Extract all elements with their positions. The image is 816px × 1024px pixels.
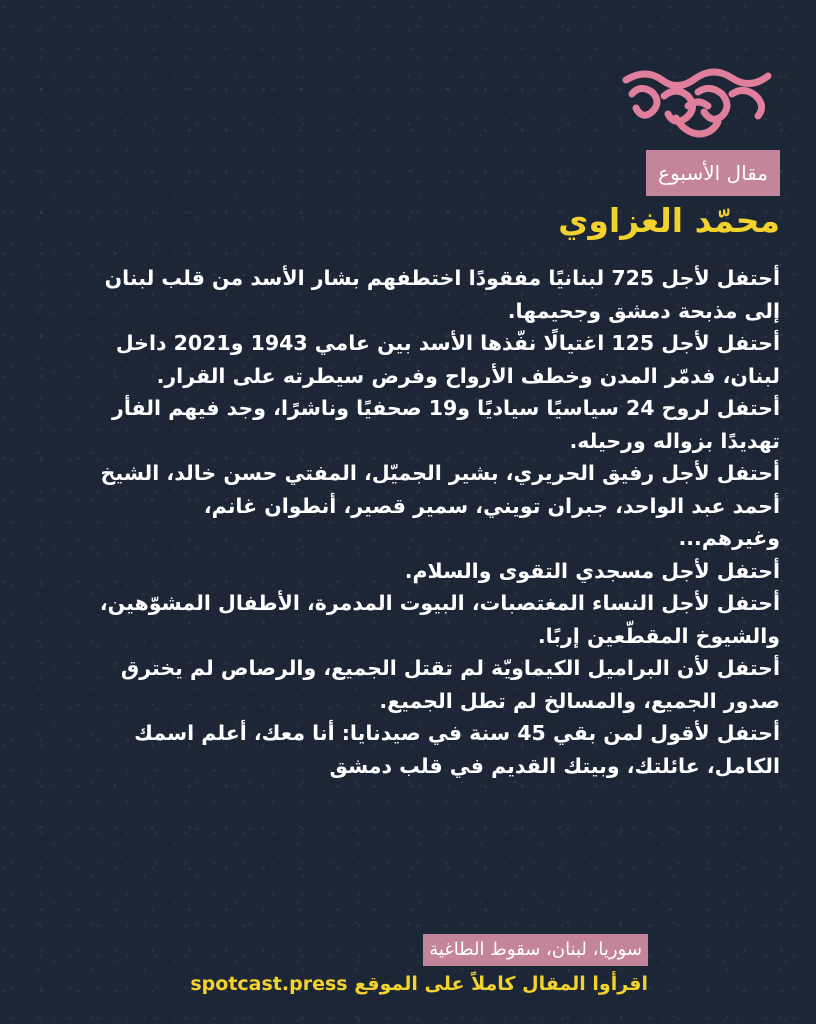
author-name: محمّد الغزاوي xyxy=(558,201,780,240)
article-paragraph: أحتفل لأجل 725 لبنانيًا مفقودًا اختطفهم بشار الأسد من قلب لبنان إلى مذبحة دمشق وجحيمها. xyxy=(104,266,780,323)
article-tags: سوريا، لبنان، سقوط الطاغية xyxy=(423,934,648,966)
article-paragraph: أحتفل لروح 24 سياسيًا سياديًا و19 صحفيًا وناشرًا، وجد فيهم الفأر تهديدًا بزواله ورحيله. xyxy=(112,396,780,453)
pink-arabic-calligraphy-logo-icon xyxy=(618,66,778,142)
article-body xyxy=(96,262,780,782)
section-label: مقال الأسبوع xyxy=(646,150,780,196)
article-paragraph: أحتفل لأجل مسجدي التقوى والسلام. xyxy=(404,558,780,583)
article-paragraph: أحتفل لأجل النساء المغتصبات، البيوت المدمرة، الأطفال المشوّهين، والشيوخ المقطّعين إربًا. xyxy=(99,591,780,648)
article-paragraph: أحتفل لأن البراميل الكيماويّة لم تقتل الجميع، والرصاص لم يخترق صدور الجميع، والمسالخ لم تطل الجميع. xyxy=(120,656,780,713)
article-paragraph: أحتفل لأجل 125 اغتيالًا نفّذها الأسد بين عامي 1943 و2021 داخل لبنان، فدمّر المدن وخطف الأرواح وفرض سيطرته على القرار. xyxy=(115,331,780,388)
read-more-cta: اقرأوا المقال كاملاً على الموقع spotcast.press xyxy=(190,973,648,995)
article-paragraph: أحتفل لأقول لمن بقي 45 سنة في صيدنايا: أنا معك، أعلم اسمك الكامل، عائلتك، وبيتك القديم في قلب دمشق xyxy=(134,721,780,778)
article-paragraph: أحتفل لأجل رفيق الحريري، بشير الجميّل، المفتي حسن خالد، الشيخ أحمد عبد الواحد، جبران تويني، سمير قصير، أنطوان غانم، وغيرهم... xyxy=(100,461,780,550)
